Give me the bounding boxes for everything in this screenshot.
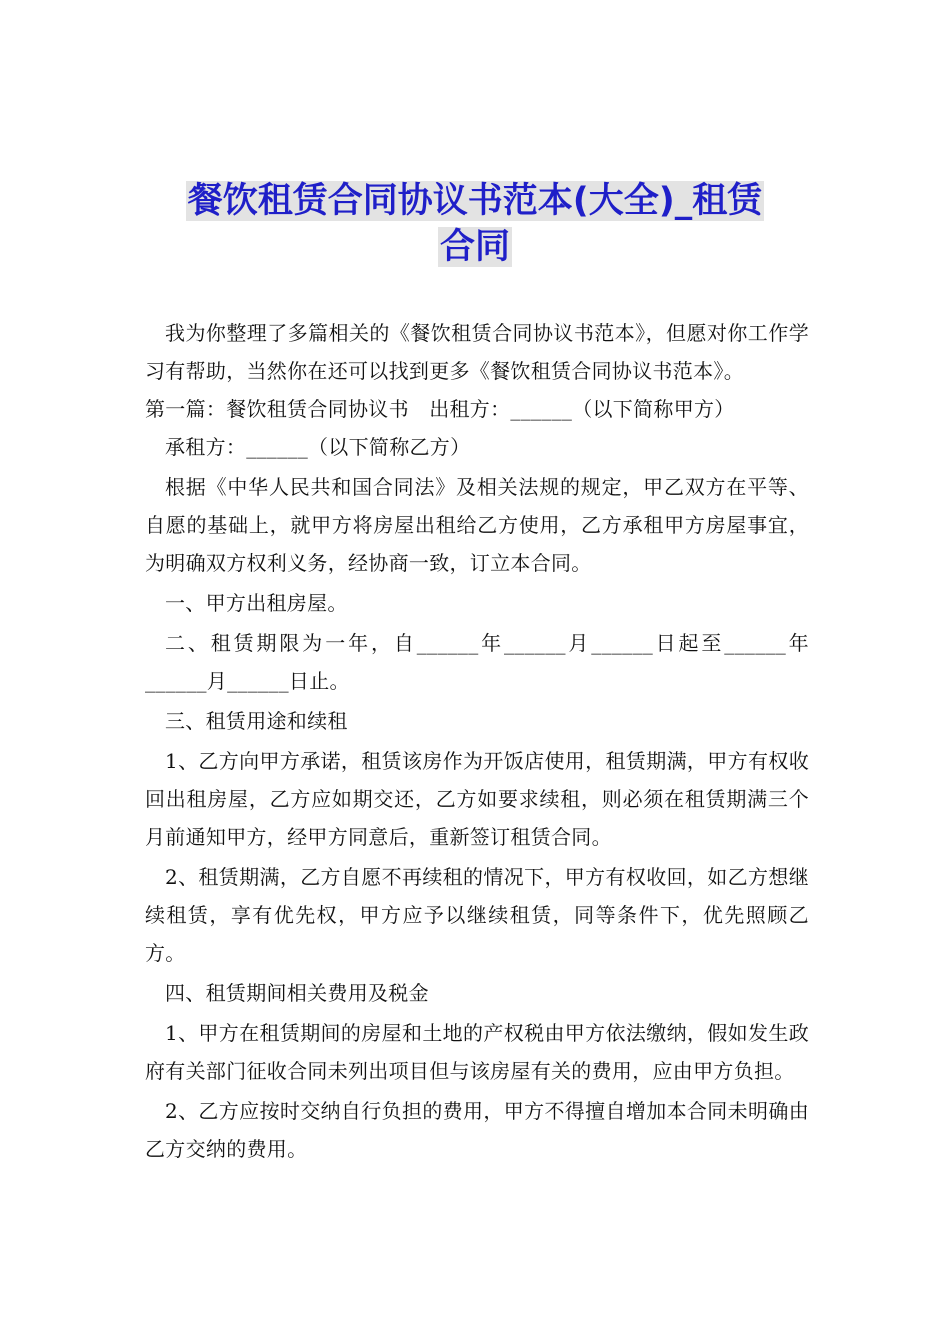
paragraph-clause-4: 四、租赁期间相关费用及税金 (165, 981, 429, 1005)
paragraph-clause-4-1: 1、甲方在租赁期间的房屋和土地的产权税由甲方依法缴纳，假如发生政府有关部门征收合同未列出项目但与该房屋有关的费用，应由甲方负担。 (145, 1021, 809, 1083)
paragraph-clause-1: 一、甲方出租房屋。 (165, 591, 348, 615)
document-body (145, 314, 809, 1168)
paragraph-lessee: 承租方：______（以下简称乙方） (165, 435, 471, 459)
paragraph-section-heading: 第一篇：餐饮租赁合同协议书 出租方：______（以下简称甲方） (145, 397, 735, 421)
paragraph-clause-2: 二、租赁期限为一年，自______年______月______日起至______年______月______日止。 (145, 631, 809, 693)
title-line-1: 餐饮租赁合同协议书范本(大全)_租赁 (187, 181, 763, 221)
paragraph-clause-3: 三、租赁用途和续租 (165, 709, 348, 733)
paragraph-clause-3-2: 2、租赁期满，乙方自愿不再续租的情况下，甲方有权收回，如乙方想继续租赁，享有优先权，甲方应予以继续租赁，同等条件下，优先照顾乙方。 (145, 865, 809, 965)
paragraph-preamble: 根据《中华人民共和国合同法》及相关法规的规定，甲乙双方在平等、自愿的基础上，就甲方将房屋出租给乙方使用，乙方承租甲方房屋事宜，为明确双方权利义务，经协商一致，订立本合同。 (145, 475, 809, 575)
title-line-2: 合同 (439, 227, 510, 267)
paragraph-intro: 我为你整理了多篇相关的《餐饮租赁合同协议书范本》，但愿对你工作学习有帮助，当然你在还可以找到更多《餐饮租赁合同协议书范本》。 (145, 321, 809, 383)
paragraph-clause-3-1: 1、乙方向甲方承诺，租赁该房作为开饭店使用，租赁期满，甲方有权收回出租房屋，乙方应如期交还，乙方如要求续租，则必须在租赁期满三个月前通知甲方，经甲方同意后，重新签订租赁合同。 (145, 749, 809, 849)
paragraph-clause-4-2: 2、乙方应按时交纳自行负担的费用，甲方不得擅自增加本合同未明确由乙方交纳的费用。 (145, 1099, 809, 1161)
document-title (0, 178, 950, 270)
